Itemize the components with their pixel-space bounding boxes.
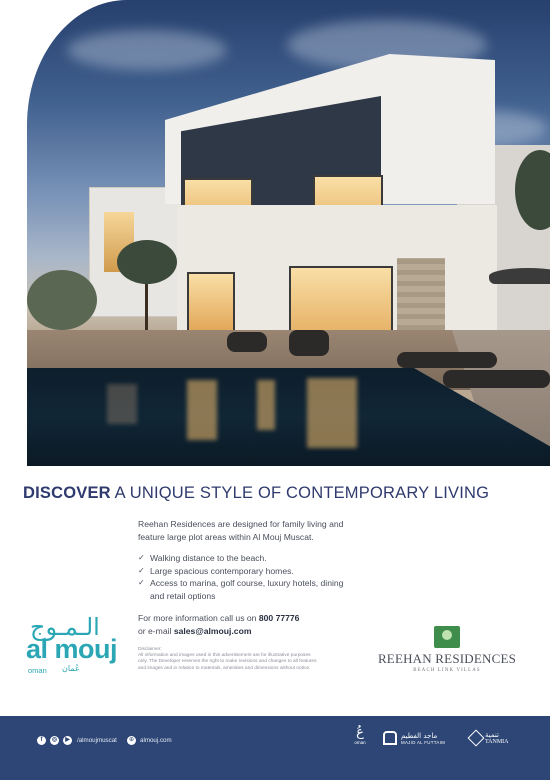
instagram-icon[interactable]: ◎ bbox=[51, 737, 58, 743]
feature-text: Walking distance to the beach. bbox=[150, 553, 267, 563]
footer-bar bbox=[0, 716, 550, 780]
feature-item-continued bbox=[138, 590, 378, 603]
facebook-icon[interactable]: f bbox=[37, 736, 46, 745]
al-mouj-logo-oman: oman bbox=[28, 666, 47, 675]
headline-strong: DISCOVER bbox=[23, 484, 111, 502]
feature-text: Large spacious contemporary homes. bbox=[150, 565, 294, 576]
majid-al-futtaim-logo bbox=[383, 731, 445, 745]
tanmia-mark-icon bbox=[468, 730, 485, 747]
tanmia-english: TANMIA bbox=[485, 739, 509, 745]
social-handle[interactable]: /almoujmuscat bbox=[77, 737, 117, 744]
majid-al-futtaim-mark-icon bbox=[383, 731, 397, 745]
reehan-residences-logo bbox=[376, 626, 518, 673]
oman-logo-mark: عُ bbox=[356, 725, 364, 740]
contact-info bbox=[138, 612, 299, 638]
email-address[interactable]: sales@almouj.com bbox=[173, 626, 252, 636]
oman-partner-logo bbox=[347, 726, 373, 745]
al-mouj-logo-arabic: الـمـوج bbox=[30, 613, 100, 641]
patio-umbrella bbox=[489, 268, 550, 284]
disclaimer-line: All information and images used in this advertisement are for illustrative purposes bbox=[138, 653, 311, 659]
intro-line: Reehan Residences are designed for family living and bbox=[138, 519, 344, 529]
feature-item bbox=[138, 552, 378, 565]
youtube-icon[interactable]: ▶ bbox=[63, 736, 72, 745]
contact-email-prefix: or e-mail bbox=[138, 626, 174, 636]
tanmia-arabic: تنمية bbox=[485, 731, 499, 739]
social-links bbox=[37, 736, 72, 745]
feature-list bbox=[138, 552, 378, 602]
shrub bbox=[27, 270, 97, 330]
pool-reflection bbox=[107, 384, 137, 424]
outdoor-sofa bbox=[227, 332, 267, 352]
al-mouj-logo-oman-arabic: عُمان bbox=[62, 664, 80, 673]
feature-text: Access to marina, golf course, luxury hotels, dining bbox=[150, 578, 344, 588]
sun-lounger bbox=[397, 352, 497, 368]
disclaimer-line: only. The Developer reserves the right to make revisions and changes to all features bbox=[138, 659, 317, 665]
contact-phone-line bbox=[138, 612, 299, 625]
disclaimer-line: and images and in relation to materials, amenities and dimensions without notice. bbox=[138, 665, 311, 671]
contact-phone-prefix: For more information call us on bbox=[138, 613, 259, 623]
pool-reflection bbox=[187, 380, 217, 440]
intro-paragraph bbox=[138, 518, 378, 544]
outdoor-sofa bbox=[289, 330, 329, 356]
phone-number[interactable]: 800 77776 bbox=[258, 613, 300, 623]
sky-cloud bbox=[67, 30, 227, 70]
headline bbox=[23, 484, 489, 503]
website-link[interactable] bbox=[127, 736, 172, 745]
pool-reflection bbox=[307, 378, 357, 448]
disclaimer bbox=[138, 647, 370, 672]
hero-villa-photo bbox=[27, 0, 550, 466]
majid-al-futtaim-arabic: ماجد الفطيم bbox=[401, 731, 438, 740]
disclaimer-title: Disclaimer: bbox=[138, 647, 162, 652]
villa-glass-ground-left bbox=[187, 272, 235, 332]
website-url[interactable]: almouj.com bbox=[140, 737, 172, 744]
tree-canopy bbox=[117, 240, 177, 284]
feature-item bbox=[138, 577, 378, 590]
sun-lounger bbox=[443, 370, 550, 388]
intro-line: feature large plot areas within Al Mouj Muscat. bbox=[138, 532, 314, 542]
feature-text: and retail options bbox=[150, 590, 216, 601]
contact-email-line bbox=[138, 625, 299, 638]
feature-item bbox=[138, 565, 378, 578]
check-icon: ✓ bbox=[138, 565, 145, 575]
reehan-logo-subtitle: BEACH LINK VILLAS bbox=[413, 668, 481, 673]
al-mouj-logo bbox=[26, 613, 122, 675]
majid-al-futtaim-english: MAJID AL FUTTAIM bbox=[401, 739, 446, 745]
al-mouj-logo-latin: al mouj bbox=[26, 634, 118, 664]
headline-rest: A UNIQUE STYLE OF CONTEMPORARY LIVING bbox=[110, 484, 490, 502]
check-icon: ✓ bbox=[138, 553, 145, 562]
tanmia-logo bbox=[470, 731, 509, 745]
check-icon: ✓ bbox=[138, 578, 145, 587]
globe-icon: ⊕ bbox=[128, 737, 135, 743]
reehan-logo-name: REEHAN RESIDENCES bbox=[377, 651, 517, 666]
oman-logo-text: oman bbox=[354, 740, 366, 745]
pool-reflection bbox=[257, 380, 275, 430]
reehan-emblem-icon bbox=[434, 626, 460, 648]
